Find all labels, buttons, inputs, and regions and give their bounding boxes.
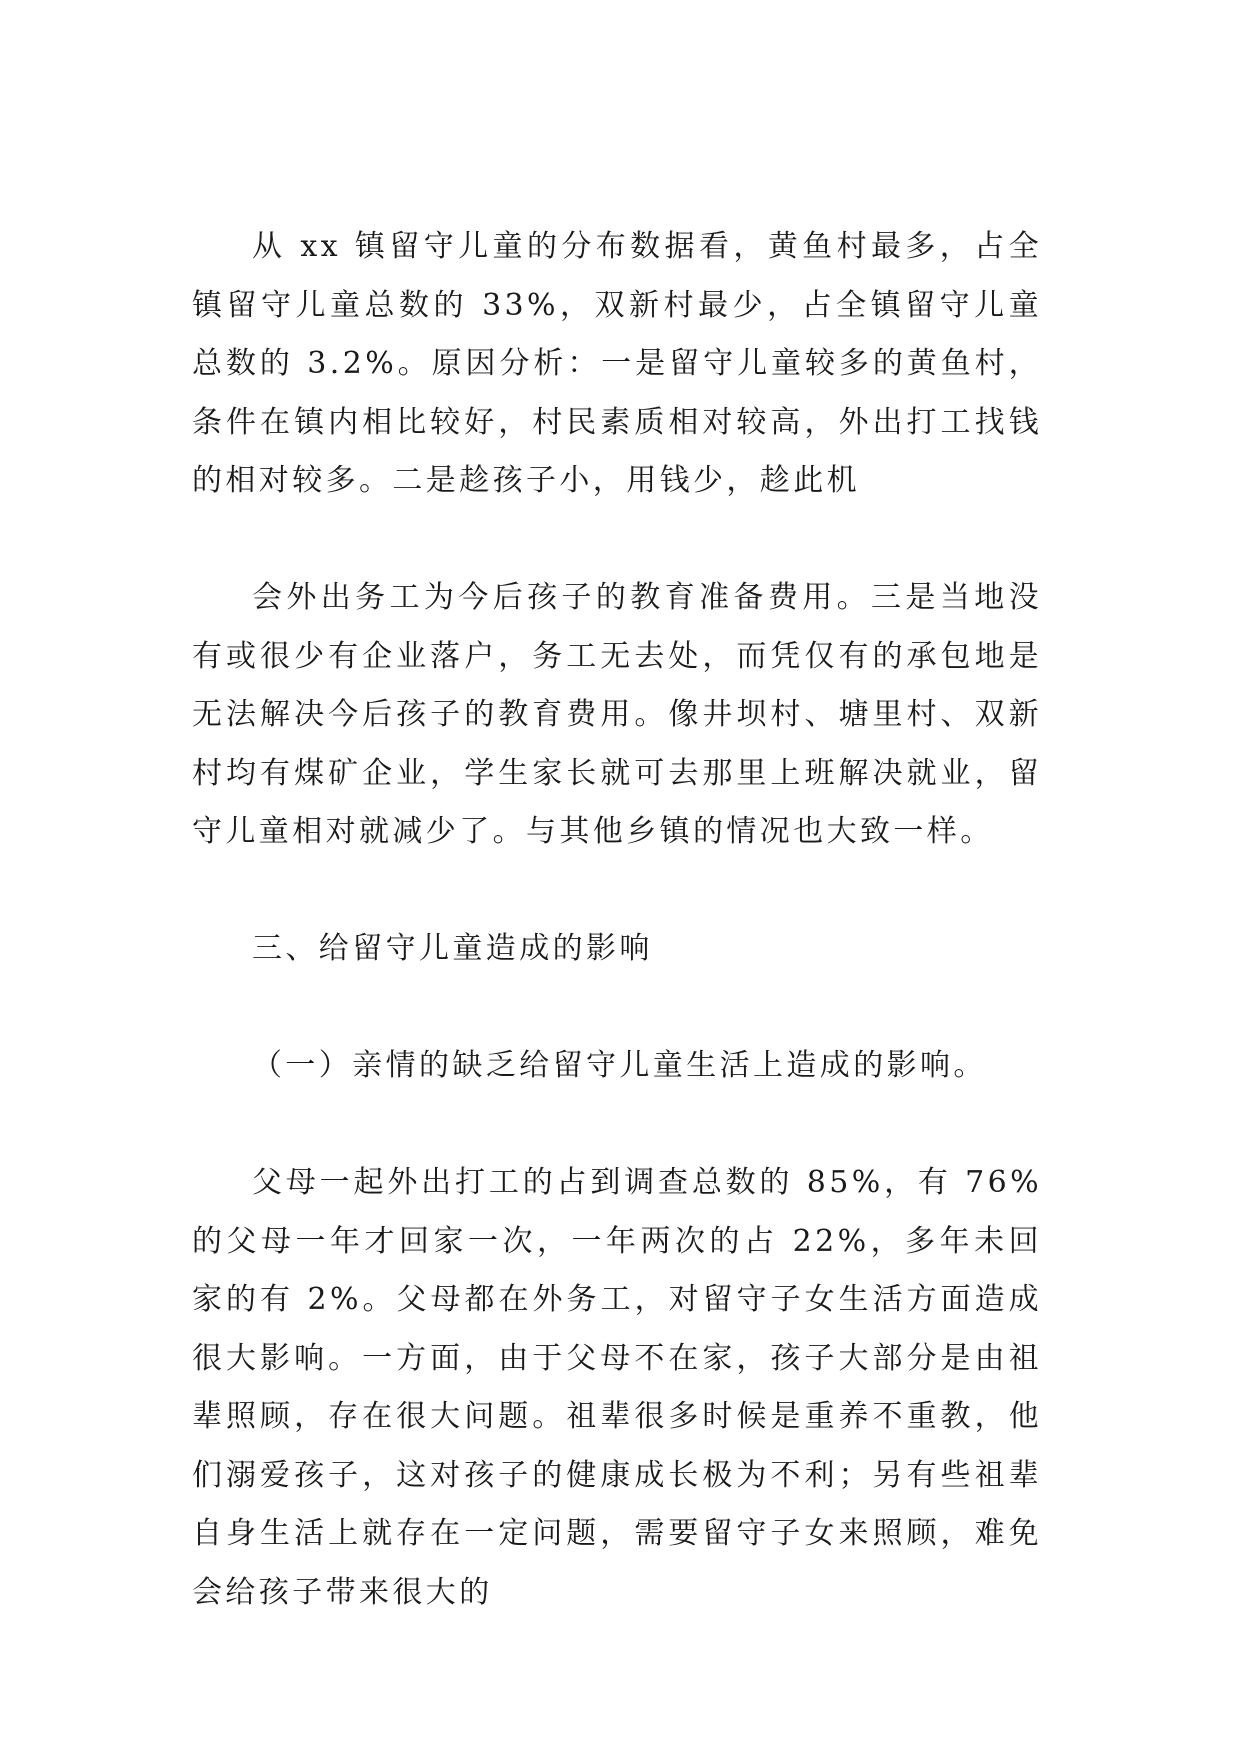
subsection-heading-family-affection: （一）亲情的缺乏给留守儿童生活上造成的影响。 (252, 1048, 987, 1083)
paragraph-parents-away-statistics: 父母一起外出打工的占到调查总数的 85%，有 76%的父母一年才回家一次，一年两次的占 22%，多年未回家的有 2%。父母都在外务工，对留守子女生活方面造成很大影响。一方面，由于父母不在家，孩子大部分是由祖辈照顾，存在很大问题。祖辈很多时候是重养不重教，他们溺爱孩子，这对孩子的健康成长极为不利；另有些祖辈自身生活上就存在一定问题，需要留守子女来照顾，难免会给孩子带来很大的 (192, 1165, 1042, 1610)
section-heading-impact: 三、给留守儿童造成的影响 (252, 931, 653, 966)
paragraph-distribution-analysis: 从 xx 镇留守儿童的分布数据看，黄鱼村最多，占全镇留守儿童总数的 33%，双新村最少，占全镇留守儿童总数的 3.2%。原因分析：一是留守儿童较多的黄鱼村，条件在镇内相比较好，村民素质相对较高，外出打工找钱的相对较多。二是趁孩子小，用钱少，趁此机 (192, 229, 1042, 498)
paragraph-employment-reasons: 会外出务工为今后孩子的教育准备费用。三是当地没有或很少有企业落户，务工无去处，而凭仅有的承包地是无法解决今后孩子的教育费用。像井坝村、塘里村、双新村均有煤矿企业，学生家长就可去那里上班解决就业，留守儿童相对就减少了。与其他乡镇的情况也大致一样。 (192, 580, 1042, 849)
document-body (192, 218, 1042, 1681)
